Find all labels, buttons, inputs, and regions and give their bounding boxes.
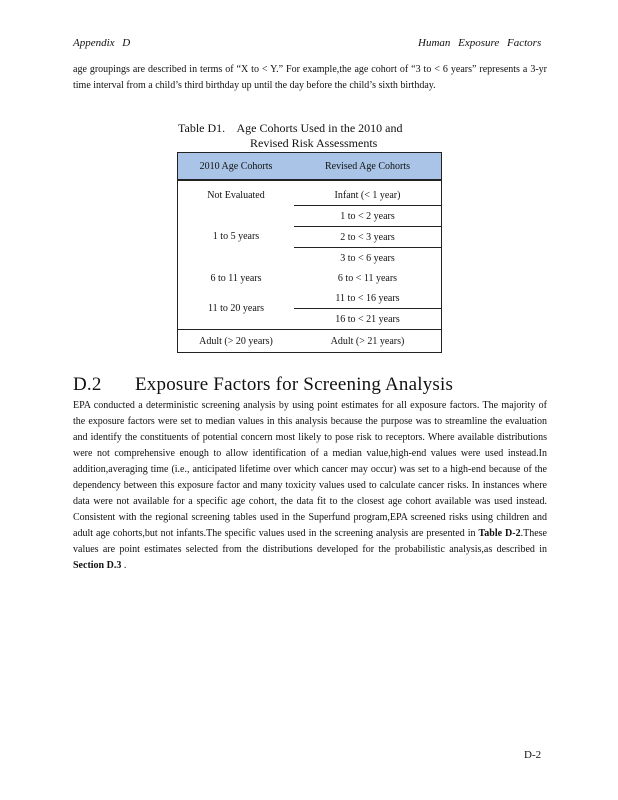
new-cohort-cell: 2 to < 3 years bbox=[294, 227, 442, 248]
new-cohort-cell: 11 to < 16 years bbox=[294, 288, 442, 309]
old-cohort-cell: Adult (> 20 years) bbox=[199, 335, 273, 347]
running-header-right: Human Exposure Factors bbox=[418, 37, 542, 49]
age-cohorts-table bbox=[177, 152, 442, 353]
section-reference: Section D.3 bbox=[73, 560, 122, 571]
table-row bbox=[178, 268, 442, 288]
body-end: . bbox=[123, 560, 127, 571]
body-text: EPA conducted a deterministic screening analysis by using point estimates for all exposure factors. The majority of the exposure factors were set to median values in this analysis because the purpose was to streamline the evaluation and identify the constituents of potential concern most likely to pose risk to receptors. Where available distributions were not comprehensive enough to allow identification of a median value,high-end values were used instead.In addition,averaging time (i.e., anticipated lifetime over which cancer may occur) was set to a high-end because of the dependency between this exposure factor and many toxicity values used to calculate cancer risks. In instances where data were not available for a specific age cohort, the data fit to the closest age cohort available was used instead. Consistent with the regional screening tables used in the Superfund program,EPA screened risks using children and adult age cohorts,but not infants.The specific values used in the screening analysis are presented in bbox=[73, 400, 547, 539]
running-header-left: Appendix D bbox=[73, 37, 131, 49]
table-row bbox=[178, 180, 442, 206]
table-row bbox=[178, 206, 442, 227]
table-row bbox=[178, 330, 442, 353]
table-header-row bbox=[178, 153, 442, 181]
col-header-revised: Revised Age Cohorts bbox=[294, 153, 442, 181]
section-heading bbox=[73, 374, 453, 396]
new-cohort-cell: Infant (< 1 year) bbox=[294, 180, 442, 206]
table-reference: Table D-2 bbox=[478, 528, 521, 539]
table-caption-title-1: Age Cohorts Used in the 2010 and bbox=[236, 121, 403, 135]
section-number: D.2 bbox=[73, 374, 102, 395]
table-caption-title-2: Revised Risk Assessments bbox=[250, 136, 378, 150]
section-title: Exposure Factors for Screening Analysis bbox=[135, 374, 454, 395]
old-cohort-cell: 11 to 20 years bbox=[178, 288, 295, 330]
page-number: D-2 bbox=[524, 749, 542, 761]
table-caption bbox=[178, 121, 444, 151]
new-cohort-cell: 3 to < 6 years bbox=[340, 252, 395, 264]
old-cohort-cell: Not Evaluated bbox=[207, 189, 265, 201]
old-cohort-cell: 1 to 5 years bbox=[212, 231, 260, 243]
body-text-after: .These values are point estimates selected from the distributions developed for the probabilistic analysis,as described in bbox=[73, 528, 547, 555]
new-cohort-cell: Adult (> 21 years) bbox=[330, 335, 405, 347]
new-cohort-cell: 16 to < 21 years bbox=[294, 309, 442, 330]
col-header-2010: 2010 Age Cohorts bbox=[178, 153, 295, 181]
table-caption-number: Table D1. bbox=[178, 121, 226, 135]
new-cohort-cell: 1 to < 2 years bbox=[294, 206, 442, 227]
old-cohort-cell: 6 to 11 years bbox=[210, 272, 262, 284]
intro-paragraph: age groupings are described in terms of “X to < Y.” For example,the age cohort of “3 to < 6 years” represents a 3-yr time interval from a child’s third birthday up until the day before the child’s sixth birthday. bbox=[73, 64, 547, 91]
new-cohort-cell: 6 to < 11 years bbox=[337, 272, 398, 284]
table-row bbox=[178, 288, 442, 309]
body-paragraph bbox=[73, 398, 547, 574]
